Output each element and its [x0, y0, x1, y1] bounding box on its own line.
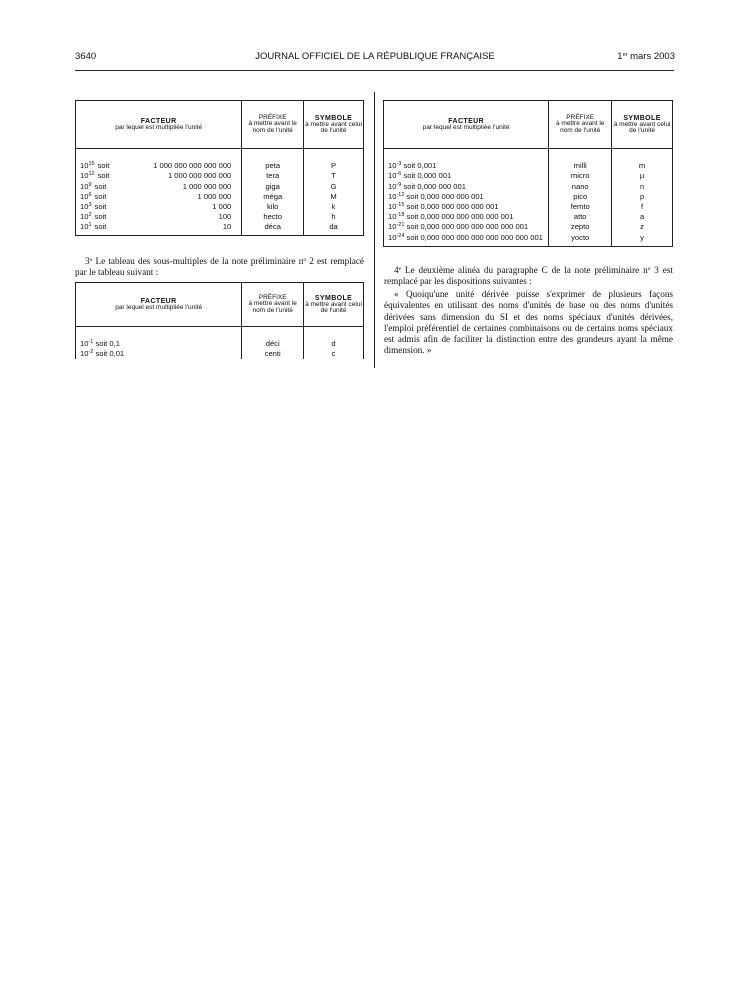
table-row [384, 222, 673, 232]
factor-base: 10 [388, 232, 397, 242]
table-row [76, 202, 364, 212]
symbol-cell: m [612, 149, 673, 172]
symbol-header: SYMBOLE à mettre avant celui de l'unité [304, 283, 364, 327]
prefix-cell: zepto [549, 222, 612, 232]
factor-value: soit 0,000 000 000 000 001 [404, 202, 499, 212]
table-row [76, 171, 364, 181]
table-row [384, 181, 673, 191]
prefix-cell: nano [549, 181, 612, 191]
symbol-cell: M [304, 192, 364, 202]
factor-value: soit 0,000 000 000 000 000 000 000 001 [404, 232, 543, 242]
issue-date: 1er mars 2003 [617, 51, 675, 62]
factor-exponent: -2 [88, 349, 94, 356]
factor-cell [76, 327, 242, 350]
factor-value: soit 0,001 [401, 161, 437, 171]
prefix-cell: tera [242, 171, 304, 181]
factor-exponent: -15 [396, 202, 405, 209]
factor-exponent: -6 [396, 171, 402, 178]
factor-cell [384, 171, 549, 181]
symbol-cell: n [612, 181, 673, 191]
factor-cell [384, 149, 549, 172]
factor-exponent: -21 [396, 222, 405, 229]
factor-cell [384, 222, 549, 232]
prefix-cell: atto [549, 212, 612, 222]
page-number: 3640 [75, 51, 97, 62]
factor-base: 10 [80, 181, 89, 191]
factor-cell [384, 202, 549, 212]
prefix-cell: méga [242, 192, 304, 202]
factor-cell [384, 192, 549, 202]
factor-cell [76, 171, 242, 181]
factor-base: 10 [388, 171, 397, 181]
page-header [75, 51, 675, 65]
symbol-cell: c [304, 349, 364, 359]
table-row [384, 171, 673, 181]
paragraph-3: 3$^o$ Le tableau des sous-multiples de la note préliminaire $n^o$ 2 est remplacé par le tableau suivant : [75, 256, 364, 278]
symbol-cell: y [612, 232, 673, 246]
symbol-cell: z [612, 222, 673, 232]
prefix-cell: femto [549, 202, 612, 212]
prefix-cell: peta [242, 149, 304, 172]
table-row [76, 181, 364, 191]
factor-base: 10 [388, 161, 397, 171]
factor-exponent: -1 [88, 339, 94, 346]
factor-cell [76, 149, 242, 172]
prefix-cell: hecto [242, 212, 304, 222]
soit-label: soit [94, 181, 107, 191]
prefix-cell: pico [549, 192, 612, 202]
factor-header: FACTEUR par lequel est multipliée l'unité [384, 101, 549, 149]
soit-label: soit [94, 222, 107, 232]
factor-cell [76, 202, 242, 212]
factor-value: soit 0,000 000 001 [401, 181, 466, 191]
factor-exponent: -12 [396, 191, 405, 198]
prefix-cell: giga [242, 181, 304, 191]
factor-exponent: -9 [396, 181, 402, 188]
factor-exponent: 6 [88, 191, 92, 198]
factor-base: 10 [388, 212, 397, 222]
factor-cell [76, 212, 242, 222]
factor-base: 10 [388, 202, 397, 212]
symbol-cell: T [304, 171, 364, 181]
symbol-cell: P [304, 149, 364, 172]
factor-header: FACTEUR par lequel est multipliée l'unité [76, 283, 242, 327]
header-rule [75, 70, 674, 71]
prefix-cell: centi [242, 349, 304, 359]
factor-cell [76, 192, 242, 202]
paragraph-4: 4e Le deuxième alinéa du paragraphe C de la note préliminaire $n^o$ 3 est remplacé par les dispositions suivantes : [384, 265, 673, 287]
symbol-cell: d [304, 327, 364, 350]
factor-value: soit 0,000 000 000 000 000 001 [404, 212, 514, 222]
factor-header: FACTEUR par lequel est multipliée l'unité [76, 101, 242, 149]
factor-base: 10 [80, 171, 89, 181]
factor-value: 1 000 000 000 000 000 [153, 161, 232, 171]
factor-value: soit 0,000 001 [401, 171, 452, 181]
symbol-cell: f [612, 202, 673, 212]
factor-base: 10 [80, 222, 89, 232]
factor-value: 1 000 000 000 000 [167, 171, 232, 181]
table-row [76, 149, 364, 172]
factor-cell [76, 349, 242, 359]
symbol-cell: da [304, 222, 364, 236]
factor-value: 100 [218, 212, 232, 222]
factor-exponent: 3 [88, 202, 92, 209]
factor-exponent: -24 [396, 232, 405, 239]
factor-base: 10 [80, 339, 89, 349]
table-row [384, 202, 673, 212]
factor-exponent: 15 [88, 161, 95, 168]
symbol-cell: G [304, 181, 364, 191]
soit-label: soit [97, 171, 110, 181]
table-row [76, 212, 364, 222]
table-row [384, 212, 673, 222]
factor-value: soit 0,000 000 000 001 [404, 191, 484, 201]
table-row [76, 192, 364, 202]
symbol-cell: µ [612, 171, 673, 181]
prefix-cell: micro [549, 171, 612, 181]
factor-value: soit 0,000 000 000 000 000 000 001 [404, 222, 529, 232]
factor-cell [384, 181, 549, 191]
factor-cell [76, 222, 242, 236]
table-row [384, 149, 673, 172]
factor-cell [384, 232, 549, 246]
factor-value: 1 000 [212, 202, 232, 212]
prefix-header: PRÉFIXE à mettre avant le nom de l'unité [242, 101, 304, 149]
prefix-header: PRÉFIXE à mettre avant le nom de l'unité [549, 101, 612, 149]
factor-exponent: 2 [88, 212, 92, 219]
symbol-cell: h [304, 212, 364, 222]
table-row [76, 349, 364, 359]
factor-base: 10 [80, 212, 89, 222]
table-row [76, 222, 364, 236]
factor-exponent: -3 [396, 161, 402, 168]
factor-base: 10 [388, 191, 397, 201]
table-row [384, 232, 673, 246]
factor-value: 1 000 000 [197, 191, 232, 201]
submultiples-table-continued [383, 100, 673, 247]
factor-base: 10 [388, 222, 397, 232]
factor-value: 10 [222, 222, 232, 232]
quoted-provision: « Quoiqu'une unité dérivée puisse s'exprimer de plusieurs façons équivalentes en utilisant des noms d'unités de base ou des noms d'unités dérivées sans dimension du SI et des noms spéciaux d'unités dérivées, l'emploi préférentiel de certaines combinaisons ou de certains noms spéciaux est admis afin de faciliter la distinction entre des grandeurs ayant la même dimension. » [384, 289, 673, 356]
factor-value: soit 0,01 [93, 349, 125, 359]
soit-label: soit [94, 191, 107, 201]
table-row [384, 192, 673, 202]
factor-value: 1 000 000 000 [182, 181, 232, 191]
factor-exponent: 9 [88, 181, 92, 188]
column-divider [374, 92, 375, 368]
factor-base: 10 [80, 349, 89, 359]
factor-base: 10 [80, 161, 89, 171]
symbol-cell: a [612, 212, 673, 222]
factor-base: 10 [388, 181, 397, 191]
soit-label: soit [97, 161, 110, 171]
prefix-cell: kilo [242, 202, 304, 212]
multiples-table [75, 100, 364, 236]
factor-cell [384, 212, 549, 222]
symbol-header: SYMBOLE à mettre avant celui de l'unité [304, 101, 364, 149]
factor-base: 10 [80, 191, 89, 201]
submultiples-table [75, 282, 364, 359]
factor-exponent: -18 [396, 212, 405, 219]
factor-exponent: 1 [88, 222, 92, 229]
symbol-cell: k [304, 202, 364, 212]
table-row [76, 327, 364, 350]
factor-value: soit 0,1 [93, 339, 120, 349]
prefix-cell: déci [242, 327, 304, 350]
journal-title: JOURNAL OFFICIEL DE LA RÉPUBLIQUE FRANÇAISE [255, 51, 495, 62]
prefix-header: PRÉFIXE à mettre avant le nom de l'unité [242, 283, 304, 327]
factor-cell [76, 181, 242, 191]
symbol-header: SYMBOLE à mettre avant celui de l'unité [612, 101, 673, 149]
prefix-cell: milli [549, 149, 612, 172]
factor-base: 10 [80, 202, 89, 212]
prefix-cell: déca [242, 222, 304, 236]
symbol-cell: p [612, 192, 673, 202]
soit-label: soit [94, 212, 107, 222]
factor-exponent: 12 [88, 171, 95, 178]
soit-label: soit [94, 202, 107, 212]
prefix-cell: yocto [549, 232, 612, 246]
